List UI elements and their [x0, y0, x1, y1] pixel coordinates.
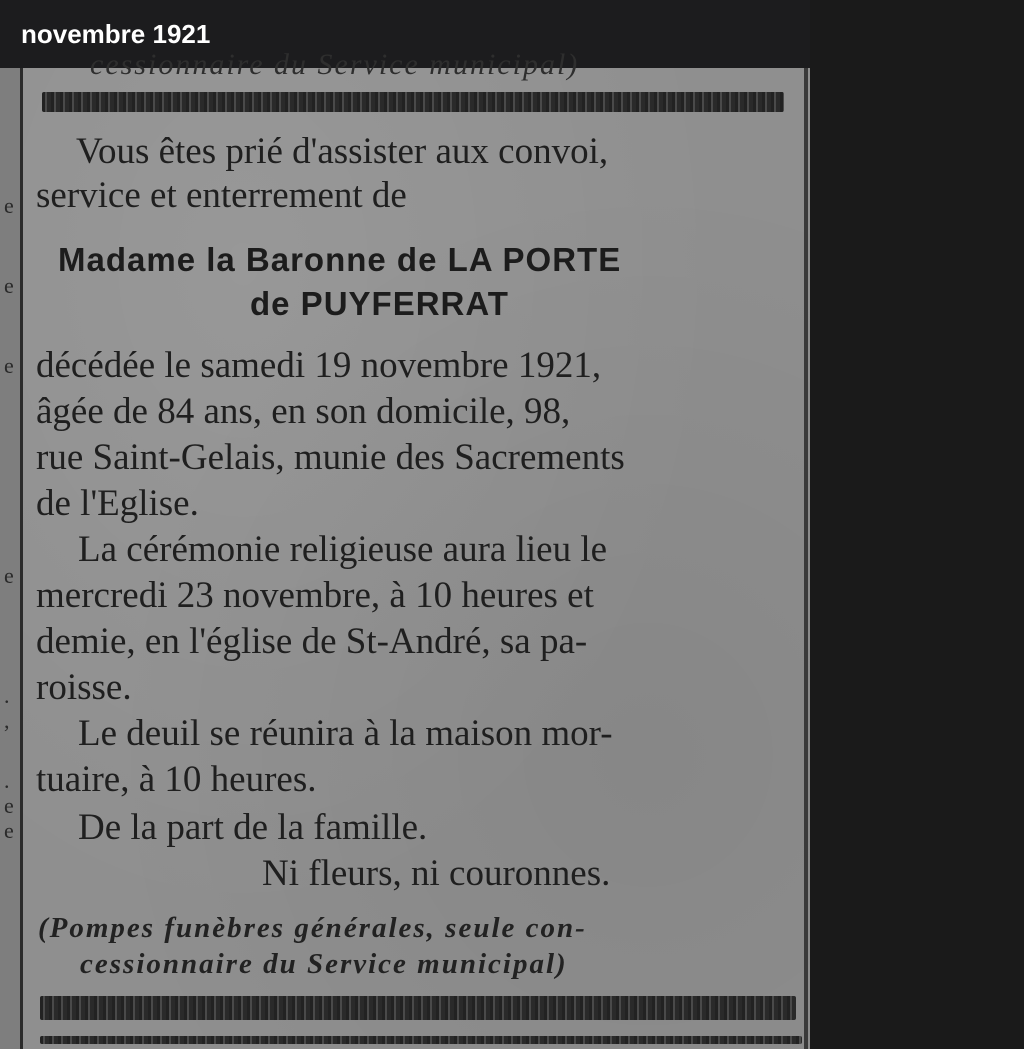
deceased-name-line-1: Madame la Baronne de LA PORTE — [58, 241, 622, 278]
ceremony-line-4: roisse. — [36, 667, 132, 708]
bottom-divider — [40, 996, 796, 1020]
previous-notice-fragment: cessionnaire du Service municipal) — [90, 48, 580, 81]
ceremony-line-3: demie, en l'église de St-André, sa pa- — [36, 621, 588, 662]
column-rule-left — [20, 68, 23, 1049]
mourning-line-2: tuaire, à 10 heures. — [36, 759, 317, 800]
bottom-divider-2 — [40, 1036, 802, 1044]
ceremony-line-2: mercredi 23 novembre, à 10 heures et — [36, 575, 594, 616]
family-line: De la part de la famille. — [78, 807, 428, 848]
deceased-name-line-2: de PUYFERRAT — [250, 285, 509, 322]
adjacent-column-marks: e e e e . , . e e — [4, 193, 14, 843]
ceremony-line-1: La cérémonie religieuse aura lieu le — [78, 529, 608, 570]
body-line-2: âgée de 84 ans, en son domicile, 98, — [36, 391, 571, 432]
intro-line-2: service et enterrement de — [36, 175, 407, 216]
funeral-service-line-2: cessionnaire du Service municipal) — [80, 948, 568, 980]
header-title: novembre 1921 — [21, 18, 211, 49]
mourning-line-1: Le deuil se réunira à la maison mor- — [78, 713, 613, 754]
body-line-1: décédée le samedi 19 novembre 1921, — [36, 345, 602, 386]
newspaper-clipping — [0, 48, 810, 1049]
intro-line-1: Vous êtes prié d'assister aux convoi, — [76, 131, 609, 172]
funeral-service-line-1: (Pompes funèbres générales, seule con- — [38, 912, 587, 944]
body-line-4: de l'Eglise. — [36, 483, 199, 524]
no-flowers-line: Ni fleurs, ni couronnes. — [262, 853, 611, 894]
body-line-3: rue Saint-Gelais, munie des Sacrements — [36, 437, 625, 478]
top-divider — [42, 92, 784, 112]
